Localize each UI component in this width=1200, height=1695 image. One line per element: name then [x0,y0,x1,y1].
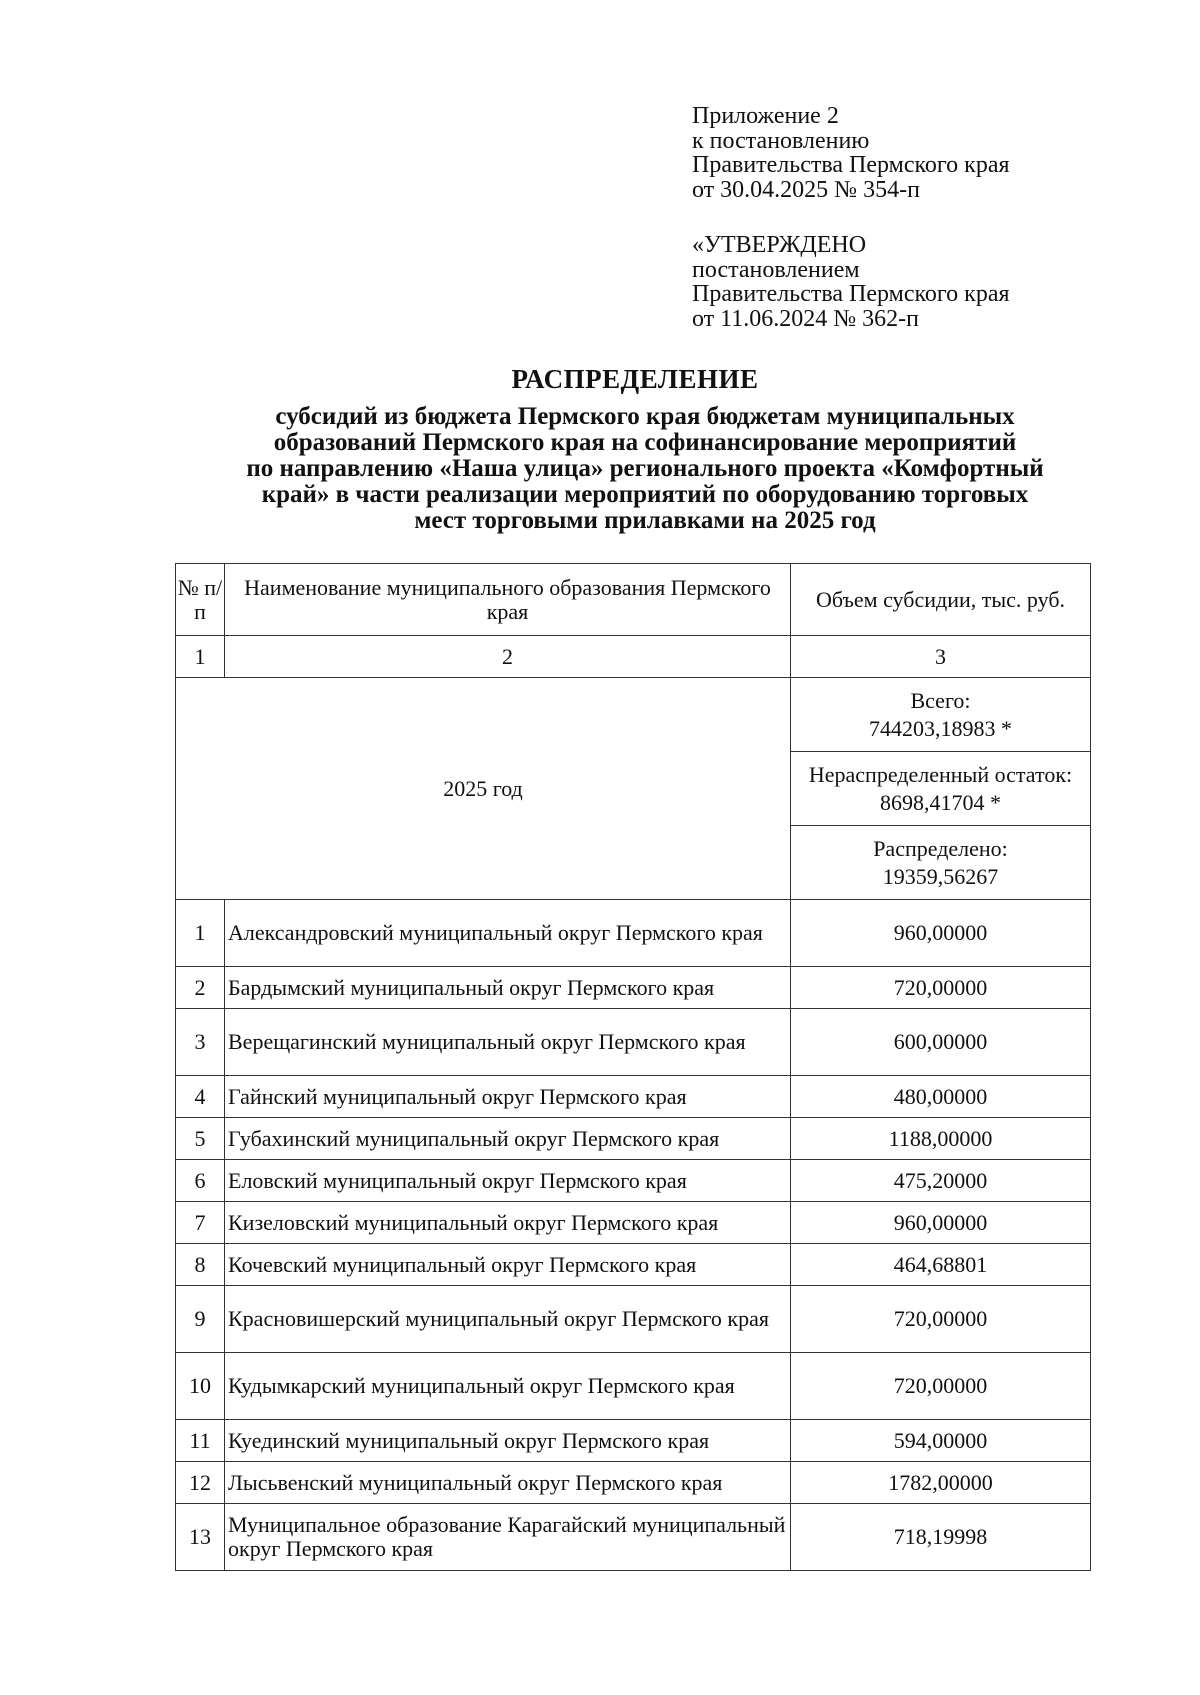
row-name: Губахинский муниципальный округ Пермского края [225,1118,791,1160]
approval-block [692,233,1162,331]
row-value: 720,00000 [791,1353,1091,1420]
appendix-line: от 30.04.2025 № 354-п [692,176,920,203]
summary-distributed-cell [791,826,1091,900]
approval-line: Правительства Пермского края [692,281,1010,307]
column-index: 2 [225,636,791,678]
column-index-row [176,636,1091,678]
row-value: 594,00000 [791,1420,1091,1462]
row-name: Лысьвенский муниципальный округ Пермского края [225,1462,791,1504]
summary-distributed-label: Распределено: [873,835,1008,861]
appendix-block [692,104,1162,202]
row-name: Муниципальное образование Карагайский муниципальный округ Пермского края [225,1504,791,1571]
year-label: 2025 год [176,678,791,900]
table-row [176,1504,1091,1571]
row-num: 8 [176,1244,225,1286]
row-value: 718,19998 [791,1504,1091,1571]
distribution-table [175,563,1091,1571]
row-num: 4 [176,1076,225,1118]
row-name: Кудымкарский муниципальный округ Пермского края [225,1353,791,1420]
table-row [176,900,1091,967]
row-value: 475,20000 [791,1160,1091,1202]
row-name: Верещагинский муниципальный округ Пермского края [225,1009,791,1076]
row-num: 7 [176,1202,225,1244]
row-num: 10 [176,1353,225,1420]
document-title: РАСПРЕДЕЛЕНИЕ [511,364,759,394]
row-value: 464,68801 [791,1244,1091,1286]
row-name: Кочевский муниципальный округ Пермского края [225,1244,791,1286]
summary-remainder-cell [791,752,1091,826]
row-value: 600,00000 [791,1009,1091,1076]
row-name: Куединский муниципальный округ Пермского края [225,1420,791,1462]
table-row [176,1286,1091,1353]
subtitle-line: по направлению «Наша улица» регионального проекта «Комфортный [246,455,1044,482]
header-value: Объем субсидии, тыс. руб. [791,564,1091,636]
row-name: Кизеловский муниципальный округ Пермского края [225,1202,791,1244]
row-value: 960,00000 [791,900,1091,967]
table-row [176,1462,1091,1504]
header-name: Наименование муниципального образования Пермского края [225,564,791,636]
row-name: Еловский муниципальный округ Пермского края [225,1160,791,1202]
document-subtitle [140,404,1150,534]
table-row [176,967,1091,1009]
summary-total-label: Всего: [910,687,971,713]
summary-remainder-value: 8698,41704 * [880,789,1001,815]
row-name: Гайнский муниципальный округ Пермского края [225,1076,791,1118]
row-name: Бардымский муниципальный округ Пермского края [225,967,791,1009]
row-name: Александровский муниципальный округ Пермского края [225,900,791,967]
row-num: 1 [176,900,225,967]
row-value: 960,00000 [791,1202,1091,1244]
approval-line: постановлением [692,256,860,283]
appendix-line: Правительства Пермского края [692,152,1010,178]
subtitle-line: субсидий из бюджета Пермского края бюджетам муниципальных [275,403,1015,430]
row-num: 13 [176,1504,225,1571]
row-value: 1782,00000 [791,1462,1091,1504]
table-row [176,1118,1091,1160]
appendix-line: Приложение 2 [692,103,839,129]
row-num: 6 [176,1160,225,1202]
summary-total-row [176,678,1091,752]
summary-distributed-value: 19359,56267 [882,863,999,889]
table-row [176,1160,1091,1202]
summary-remainder-label: Нераспределенный остаток: [808,761,1073,787]
subtitle-line: образований Пермского края на софинансирование мероприятий [273,429,1017,456]
row-num: 12 [176,1462,225,1504]
row-name: Красновишерский муниципальный округ Пермского края [225,1286,791,1353]
header-num: № п/п [176,564,225,636]
approval-line: «УТВЕРЖДЕНО [692,232,867,258]
row-value: 480,00000 [791,1076,1091,1118]
column-index: 1 [176,636,225,678]
column-index: 3 [791,636,1091,678]
table-row [176,1202,1091,1244]
approval-line: от 11.06.2024 № 362-п [692,305,920,332]
table-row [176,1420,1091,1462]
table-row [176,1009,1091,1076]
summary-total-cell [791,678,1091,752]
table-row [176,1353,1091,1420]
row-num: 5 [176,1118,225,1160]
row-value: 720,00000 [791,1286,1091,1353]
table-row [176,1244,1091,1286]
table-header-row [176,564,1091,636]
row-num: 11 [176,1420,225,1462]
subtitle-line: край» в части реализации мероприятий по оборудованию торговых [261,481,1029,508]
row-value: 1188,00000 [791,1118,1091,1160]
table-row [176,1076,1091,1118]
appendix-line: к постановлению [692,127,870,154]
row-num: 2 [176,967,225,1009]
row-value: 720,00000 [791,967,1091,1009]
row-num: 3 [176,1009,225,1076]
subtitle-line: мест торговыми прилавками на 2025 год [414,507,876,534]
row-num: 9 [176,1286,225,1353]
summary-total-value: 744203,18983 * [869,715,1012,741]
